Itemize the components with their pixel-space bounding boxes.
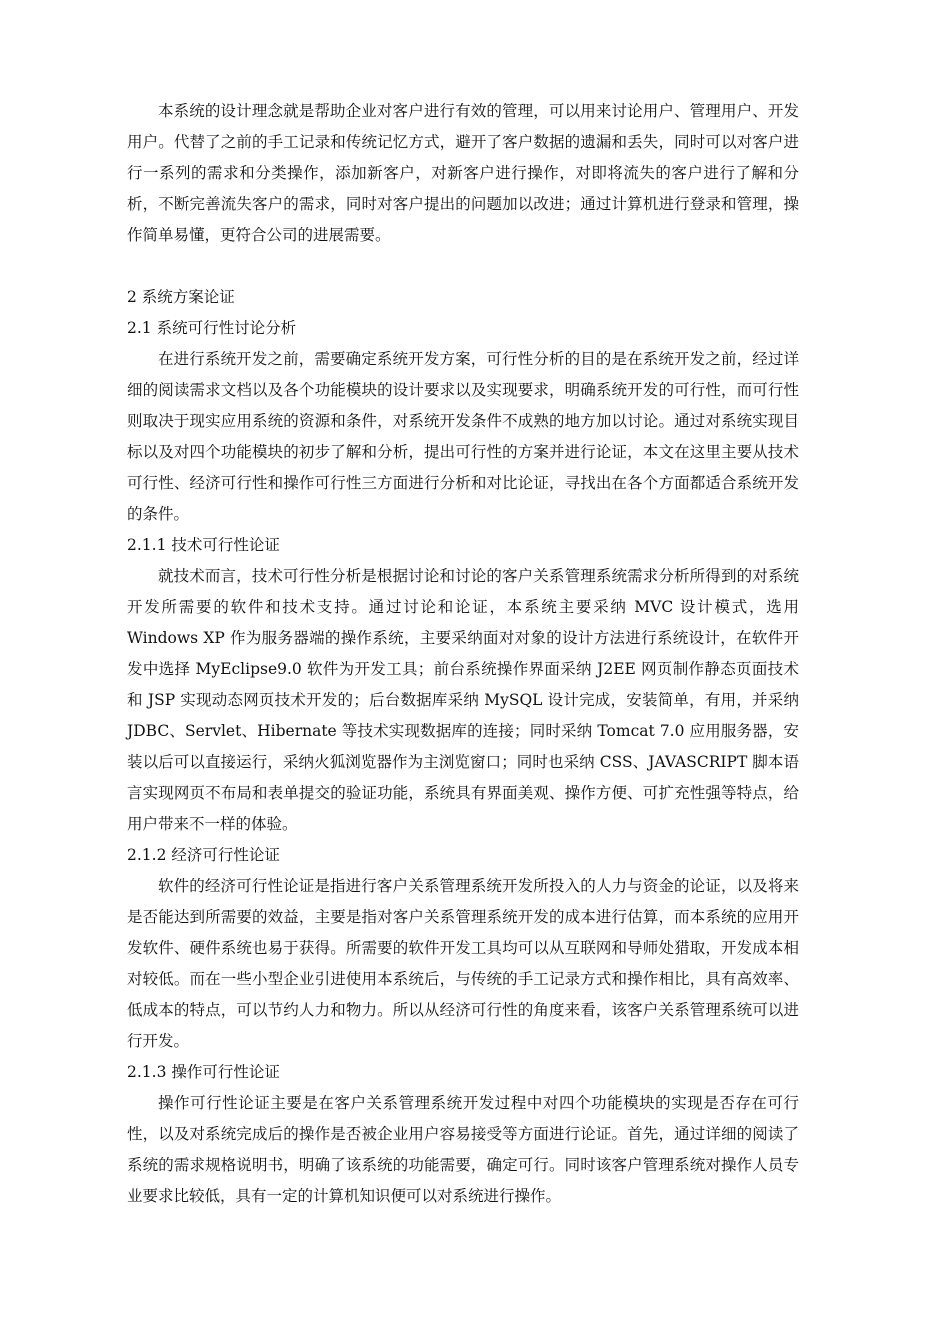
section-2-1-1-paragraph: 就技术而言，技术可行性分析是根据讨论和讨论的客户关系管理系统需求分析所得到的对系统开发所需要的软件和技术支持。通过讨论和论证，本系统主要采纳 MVC 设计模式，选用 Windows XP 作为服务器端的操作系统，主要采纳面对对象的设计方法进行系统设计，在软件开发中选择 MyEclipse9.0 软件为开发工具；前台系统操作界面采纳 J2EE 网页制作静态页面技术和 JSP 实现动态网页技术开发的；后台数据库采纳 MySQL 设计完成，安装简单，有用，并采纳 JDBC、Servlet、Hibernate 等技术实现数据库的连接；同时采纳 Tomcat 7.0 应用服务器，安装以后可以直接运行，采纳火狐浏览器作为主浏览窗口；同时也采纳 CSS、JAVASCRIPT 脚本语言实现网页不布局和表单提交的验证功能，系统具有界面美观、操作方便、可扩充性强等特点，给用户带来不一样的体验。: [127, 567, 799, 833]
section-2-heading: 2 系统方案论证: [127, 288, 235, 306]
document-page: [127, 96, 799, 1212]
section-2-1-3-paragraph: 操作可行性论证主要是在客户关系管理系统开发过程中对四个功能模块的实现是否存在可行性，以及对系统完成后的操作是否被企业用户容易接受等方面进行论证。首先，通过详细的阅读了系统的需求规格说明书，明确了该系统的功能需要，确定可行。同时该客户管理系统对操作人员专业要求比较低，具有一定的计算机知识便可以对系统进行操作。: [127, 1094, 799, 1205]
intro-paragraph: 本系统的设计理念就是帮助企业对客户进行有效的管理，可以用来讨论用户、管理用户、开发用户。代替了之前的手工记录和传统记忆方式，避开了客户数据的遗漏和丢失，同时可以对客户进行一系列的需求和分类操作，添加新客户，对新客户进行操作，对即将流失的客户进行了解和分析，不断完善流失客户的需求，同时对客户提出的问题加以改进；通过计算机进行登录和管理，操作简单易懂，更符合公司的进展需要。: [127, 102, 799, 244]
section-2-1-3-heading: 2.1.3 操作可行性论证: [127, 1063, 280, 1081]
section-2-1-2-paragraph: 软件的经济可行性论证是指进行客户关系管理系统开发所投入的人力与资金的论证，以及将来是否能达到所需要的效益，主要是指对客户关系管理系统开发的成本进行估算，而本系统的应用开发软件、硬件系统也易于获得。所需要的软件开发工具均可以从互联网和导师处猎取，开发成本相对较低。而在一些小型企业引进使用本系统后，与传统的手工记录方式和操作相比，具有高效率、低成本的特点，可以节约人力和物力。所以从经济可行性的角度来看，该客户关系管理系统可以进行开发。: [127, 877, 799, 1050]
section-2-1-paragraph: 在进行系统开发之前，需要确定系统开发方案，可行性分析的目的是在系统开发之前，经过详细的阅读需求文档以及各个功能模块的设计要求以及实现要求，明确系统开发的可行性，而可行性则取决于现实应用系统的资源和条件，对系统开发条件不成熟的地方加以讨论。通过对系统实现目标以及对四个功能模块的初步了解和分析，提出可行性的方案并进行论证，本文在这里主要从技术可行性、经济可行性和操作可行性三方面进行分析和对比论证，寻找出在各个方面都适合系统开发的条件。: [127, 350, 799, 523]
section-2-1-2-heading: 2.1.2 经济可行性论证: [127, 846, 280, 864]
section-2-1-heading: 2.1 系统可行性讨论分析: [127, 319, 297, 337]
section-gap: [127, 251, 799, 282]
section-2-1-1-heading: 2.1.1 技术可行性论证: [127, 536, 280, 554]
